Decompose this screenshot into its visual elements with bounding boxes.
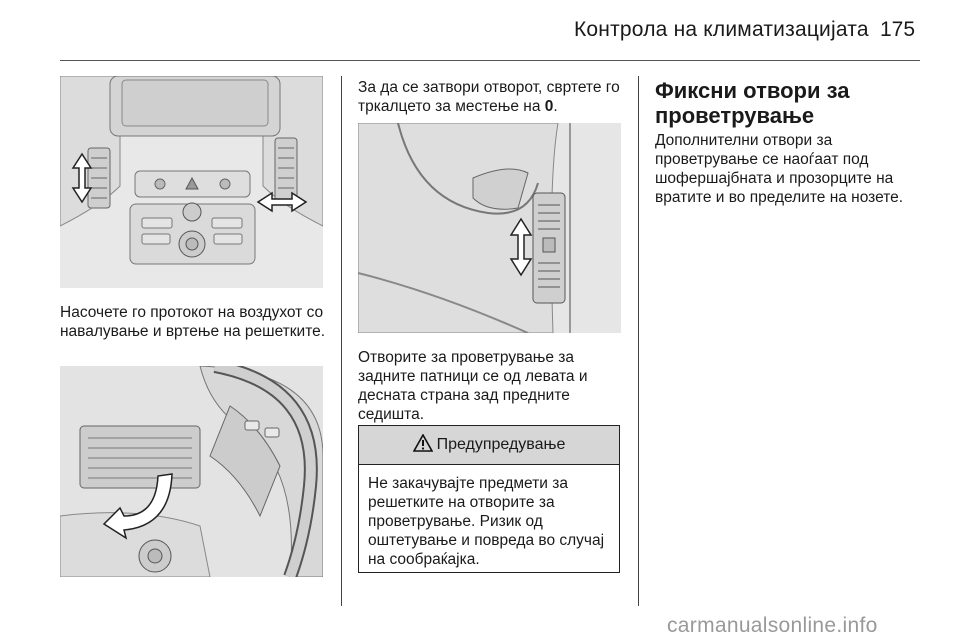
fixed-vents-text: Дополнителни отвори за проветрување се наоѓаат под шофершајбната и прозорците на вратите и во пределите на нозете. xyxy=(655,132,904,206)
page-number: 175 xyxy=(880,18,916,41)
caption-close-vent xyxy=(358,78,630,116)
warning-text: Не закачувајте предмети за решетките на отворите за проветрување. Ризик од оштетување и повреда во случај на сообраќајка. xyxy=(368,475,605,568)
header-divider xyxy=(60,60,920,61)
caption-adjust-airflow: Насочете го протокот на воздухот со навалување и вртење на решетките. xyxy=(60,304,326,340)
warning-header xyxy=(359,426,619,465)
caption-close-suffix: . xyxy=(553,98,558,115)
figure-side-vent-wheel xyxy=(60,366,323,577)
watermark: carmanualsonline.info xyxy=(667,614,878,637)
caption-close-text: За да се затвори отворот, свртете го тркалцето за местење на xyxy=(358,79,620,115)
warning-triangle-icon xyxy=(413,434,433,457)
figure-rear-vent xyxy=(358,123,621,333)
caption-rear-vents: Отворите за проветрување за задните патници се од левата и десната страна зад предните седишта. xyxy=(358,349,588,423)
warning-title: Предупредување xyxy=(436,436,566,453)
section-heading-fixed-vents: Фиксни отвори за проветрување xyxy=(655,78,850,128)
column-divider-1 xyxy=(341,76,342,606)
warning-box xyxy=(358,425,620,573)
column-divider-2 xyxy=(638,76,639,606)
page-header-title: Контрола на климатизацијата xyxy=(574,18,869,41)
figure-dashboard-vents xyxy=(60,76,323,288)
thumbwheel-zero-symbol: 0 xyxy=(544,98,554,115)
